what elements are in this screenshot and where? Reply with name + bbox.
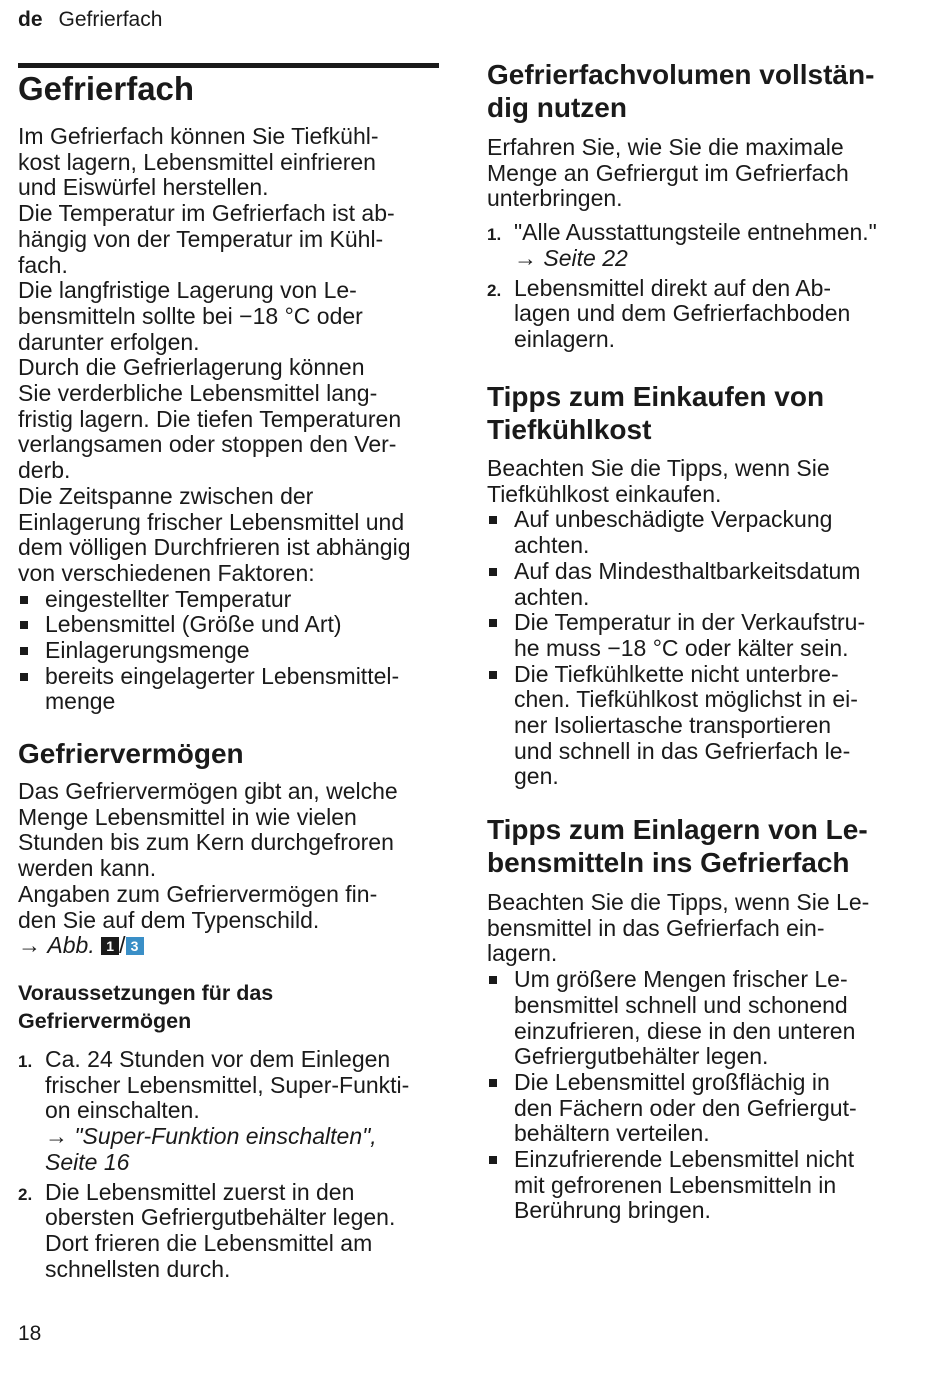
step-item	[18, 1180, 440, 1283]
figure-badge-1: 1	[101, 937, 119, 955]
text-line: und Eiswürfel herstellen.	[18, 174, 269, 201]
list-item: Um größere Mengen frischer Le- bensmittel schnell und schonend einzufrieren, diese in den unteren Gefriergutbehälter legen.	[487, 967, 912, 1070]
text-line: Lebensmittel direkt auf den Ab-	[514, 274, 832, 301]
intro-text	[18, 124, 440, 715]
text-line: Sie verderbliche Lebensmittel lang-	[18, 380, 378, 407]
text-line: derb.	[18, 457, 71, 484]
text-line: on einschalten.	[45, 1097, 200, 1124]
text-line: hängig von der Temperatur im Kühl-	[18, 225, 384, 252]
step-number: 1.	[487, 225, 502, 245]
text-line: Einlagerung frischer Lebensmittel und	[18, 508, 405, 535]
list-item: Auf unbeschädigte Verpackung achten.	[487, 507, 912, 558]
text-line: frischer Lebensmittel, Super-Funkti-	[45, 1071, 410, 1098]
text-line: kost lagern, Lebensmittel einfrieren	[18, 148, 376, 175]
text-line: schnellsten durch.	[45, 1255, 231, 1282]
storing-tips-list	[487, 967, 912, 1224]
storing-tips-heading-line: Tipps zum Einlagern von Le-	[487, 814, 868, 845]
list-item: Einlagerungsmenge	[18, 638, 440, 664]
page-reference[interactable]	[514, 246, 912, 272]
text-line: fristig lagern. Die tiefen Temperaturen	[18, 405, 402, 432]
header-section: Gefrierfach	[58, 8, 163, 31]
buying-tips-section	[487, 380, 912, 790]
prerequisites-heading-line: Gefriervermögen	[18, 1009, 192, 1033]
prerequisites-section	[18, 979, 440, 1282]
text-line: bensmitteln sollte bei −18 °C oder	[18, 302, 363, 329]
list-item: Auf das Mindesthaltbarkeitsdatum achten.	[487, 559, 912, 610]
text-line: Die Lebensmittel zuerst in den	[45, 1178, 355, 1205]
step-number: 1.	[18, 1052, 33, 1071]
factor-list	[18, 587, 440, 716]
buying-tips-heading-line: Tipps zum Einkaufen von	[487, 381, 825, 412]
text-line: lagern.	[487, 940, 558, 967]
text-line: Menge an Gefriergut im Gefrierfach	[487, 159, 849, 186]
volume-steps	[487, 220, 912, 353]
text-line: Beachten Sie die Tipps, wenn Sie Le-	[487, 889, 870, 915]
volume-heading-line: dig nutzen	[487, 92, 627, 123]
text-line: darunter erfolgen.	[18, 328, 200, 355]
capacity-heading: Gefriervermögen	[18, 738, 244, 769]
text-line: Das Gefriervermögen gibt an, welche	[18, 778, 398, 804]
text-line: Die Zeitspanne zwischen der	[18, 482, 314, 509]
step-number: 2.	[18, 1184, 33, 1204]
text-line: "Alle Ausstattungsteile entnehmen."	[514, 219, 877, 246]
title-rule	[18, 63, 439, 68]
text-line: Im Gefrierfach können Sie Tiefkühl-	[18, 123, 379, 149]
text-line: von verschiedenen Faktoren:	[18, 559, 315, 586]
text-line: Stunden bis zum Kern durchgefroren	[18, 829, 394, 856]
text-line: werden kann.	[18, 855, 157, 882]
figure-separator: /	[119, 932, 126, 959]
text-line: Angaben zum Gefriervermögen fin-	[18, 880, 378, 907]
volume-section	[487, 58, 912, 353]
step-item	[18, 1047, 440, 1176]
list-item: bereits eingelagerter Lebensmittel- menge	[18, 664, 440, 715]
text-line: Die Temperatur im Gefrierfach ist ab-	[18, 200, 395, 227]
text-line: einlagern.	[514, 325, 616, 352]
text-line: Dort frieren die Lebensmittel am	[45, 1229, 373, 1256]
capacity-section	[18, 737, 440, 959]
list-item: Die Tiefkühlkette nicht unterbre- chen. Tiefkühlkost möglichst in ei- ner Isoliertasche transportieren und schnell in das Gefrierfach le- gen.	[487, 662, 912, 791]
text-line: den Sie auf dem Typenschild.	[18, 906, 320, 933]
reference-text: Abb.	[47, 932, 95, 959]
volume-heading-line: Gefrierfachvolumen vollstän-	[487, 59, 875, 90]
figure-badge-3: 3	[126, 937, 144, 955]
buying-tips-list	[487, 507, 912, 790]
text-line: Beachten Sie die Tipps, wenn Sie	[487, 455, 830, 481]
prerequisites-heading-line: Voraussetzungen für das	[18, 981, 274, 1005]
page-number: 18	[18, 1322, 42, 1345]
text-line: bensmittel in das Gefrierfach ein-	[487, 914, 825, 941]
text-line: fach.	[18, 251, 68, 278]
step-number: 2.	[487, 280, 502, 300]
page-title: Gefrierfach	[18, 70, 195, 107]
text-line: unterbringen.	[487, 185, 623, 212]
list-item: eingestellter Temperatur	[18, 587, 440, 613]
page-reference[interactable]	[45, 1124, 440, 1150]
text-line: Menge Lebensmittel in wie vielen	[18, 803, 357, 830]
figure-reference[interactable]	[18, 933, 440, 959]
step-item	[487, 276, 912, 353]
storing-tips-section	[487, 813, 912, 1224]
list-item: Die Temperatur in der Verkaufstru- he muss −18 °C oder kälter sein.	[487, 610, 912, 661]
list-item: Lebensmittel (Größe und Art)	[18, 612, 440, 638]
prerequisite-steps	[18, 1047, 440, 1282]
reference-page[interactable]: Seite 16	[45, 1148, 130, 1175]
text-line: Ca. 24 Stunden vor dem Einlegen	[45, 1046, 391, 1072]
running-header	[18, 8, 162, 32]
text-line: verlangsamen oder stoppen den Ver-	[18, 431, 397, 458]
text-line: Tiefkühlkost einkaufen.	[487, 480, 722, 507]
reference-page: Seite 22	[543, 244, 628, 271]
text-line: Die langfristige Lagerung von Le-	[18, 277, 357, 304]
arrow-icon: →	[45, 1123, 75, 1150]
text-line: Erfahren Sie, wie Sie die maximale	[487, 134, 844, 160]
list-item: Einzufrierende Lebensmittel nicht mit gefrorenen Lebensmitteln in Berührung bringen.	[487, 1147, 912, 1224]
text-line: lagen und dem Gefrierfachboden	[514, 300, 851, 327]
buying-tips-heading-line: Tiefkühlkost	[487, 414, 652, 445]
list-item: Die Lebensmittel großflächig in den Fächern oder den Gefriergut- behältern verteilen.	[487, 1070, 912, 1147]
step-item	[487, 220, 912, 271]
text-line: dem völligen Durchfrieren ist abhängig	[18, 534, 411, 561]
arrow-icon: →	[514, 244, 544, 271]
language-code: de	[18, 8, 43, 31]
arrow-icon: →	[18, 932, 41, 959]
text-line: Durch die Gefrierlagerung können	[18, 354, 365, 381]
storing-tips-heading-line: bensmitteln ins Gefrierfach	[487, 847, 850, 878]
reference-text: "Super-Funktion einschalten",	[74, 1123, 377, 1150]
text-line: obersten Gefriergutbehälter legen.	[45, 1204, 396, 1231]
